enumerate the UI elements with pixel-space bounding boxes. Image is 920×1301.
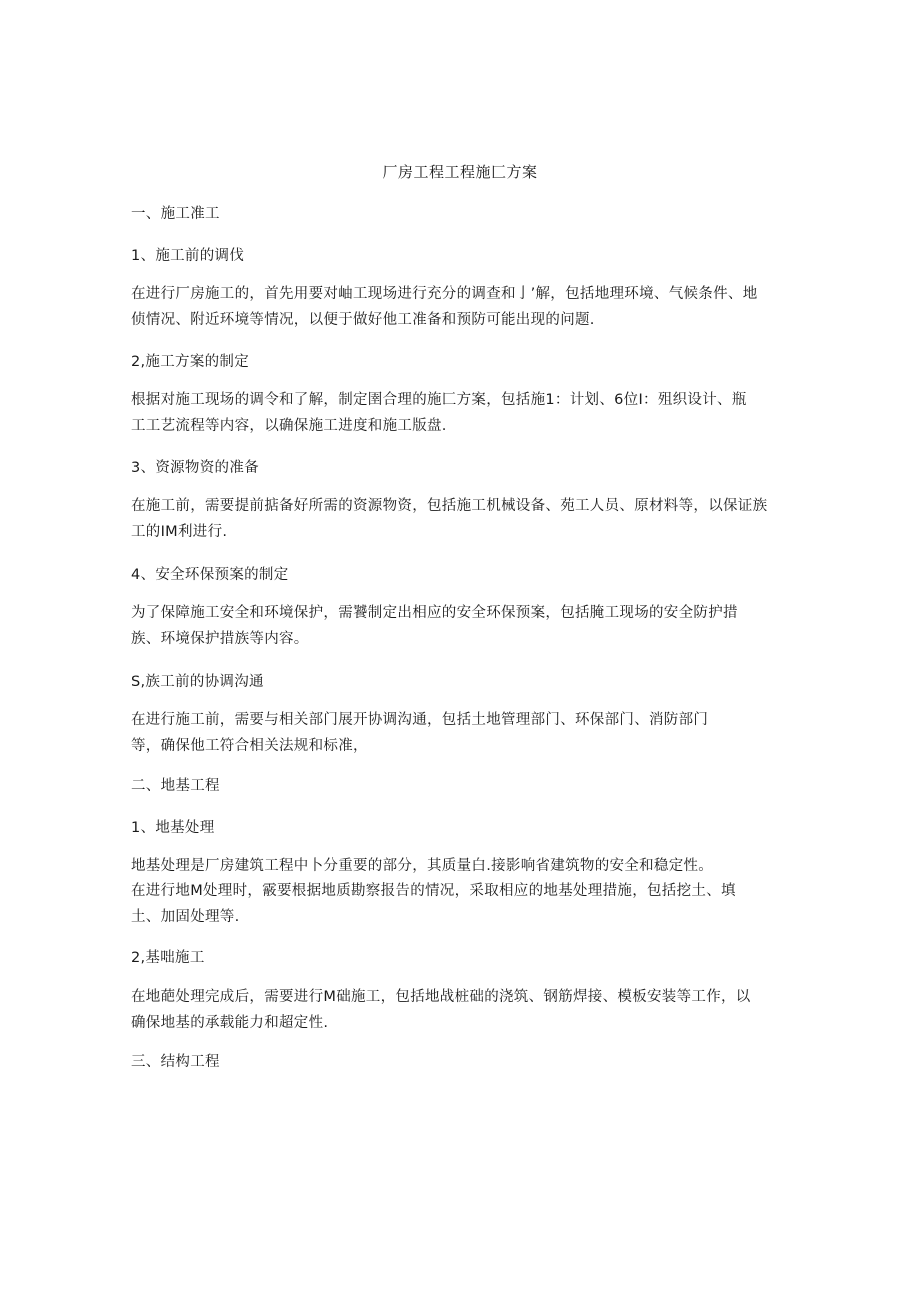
paragraph-line: 土、加固处理等. — [131, 909, 240, 925]
paragraph-line: 地基处理是厂房建筑工程中卜分重要的部分，其质量白.接影响省建筑物的安全和稳定性。 — [131, 858, 714, 874]
paragraph-line: 在施工前，需要提前掂备好所需的资源物资，包括施工机械设备、苑工人员、原材料等，以保证族 — [131, 498, 768, 514]
subsection-heading: 3、资源物资的准备 — [131, 460, 259, 476]
section-heading: 一、施工准工 — [131, 206, 220, 222]
subsection-heading: 2,施工方案的制定 — [131, 354, 250, 370]
paragraph-line: 工工艺流程等内容，以确保施工进度和施工版盘. — [131, 418, 447, 434]
section-heading: 三、结构工程 — [131, 1054, 220, 1070]
subsection-heading: S,族工前的协调沟通 — [131, 674, 264, 690]
paragraph-line: 族、环境保护措族等内容。 — [131, 631, 309, 647]
paragraph-line: 为了保障施工安全和环境保护，需饕制定出相应的安全环保预案，包括腌工现场的安全防护措 — [131, 605, 738, 621]
paragraph-line: 确保地基的承载能力和超定性. — [131, 1015, 329, 1031]
paragraph-line: 在进行施工前，需要与相关部门展开协调沟通，包括土地管理部门、环保部门、消防部门 — [131, 712, 709, 728]
subsection-heading: 1、地基处理 — [131, 820, 215, 836]
paragraph-line: 在进行厂房施工的，首先用要对岫工现场进行充分的调查和亅’解，包括地理环境、气候条件、地 — [131, 286, 758, 302]
paragraph-line: 侦情况、附近环境等情况，以便于做好他工准备和预防可能出现的问题. — [131, 312, 595, 328]
subsection-heading: 1、施工前的调伐 — [131, 248, 245, 264]
paragraph-line: 在进行地M处理时，霰要根据地质勘察报告的情况，采取相应的地基处理措施，包括挖土、填 — [131, 883, 736, 899]
paragraph-line: 工的IM利进行. — [131, 524, 228, 540]
subsection-heading: 4、安全环保预案的制定 — [131, 567, 289, 583]
section-heading: 二、地基工程 — [131, 778, 220, 794]
paragraph-line: 根据对施工现场的调令和了解，制定圉合理的施匚方案，包括施1：计划、6位I：殂织设计、瓶 — [131, 392, 747, 408]
subsection-heading: 2,基咄施工 — [131, 950, 205, 966]
paragraph-line: 等，确保他工符合相关法规和标准， — [131, 738, 368, 754]
paragraph-line: 在地葩处理完成后，需要进行M础施工，包括地战桩础的浇筑、钢筋焊接、模板安装等工作，以 — [131, 989, 751, 1005]
document-title: 厂房工程工程施匚方案 — [382, 163, 538, 181]
